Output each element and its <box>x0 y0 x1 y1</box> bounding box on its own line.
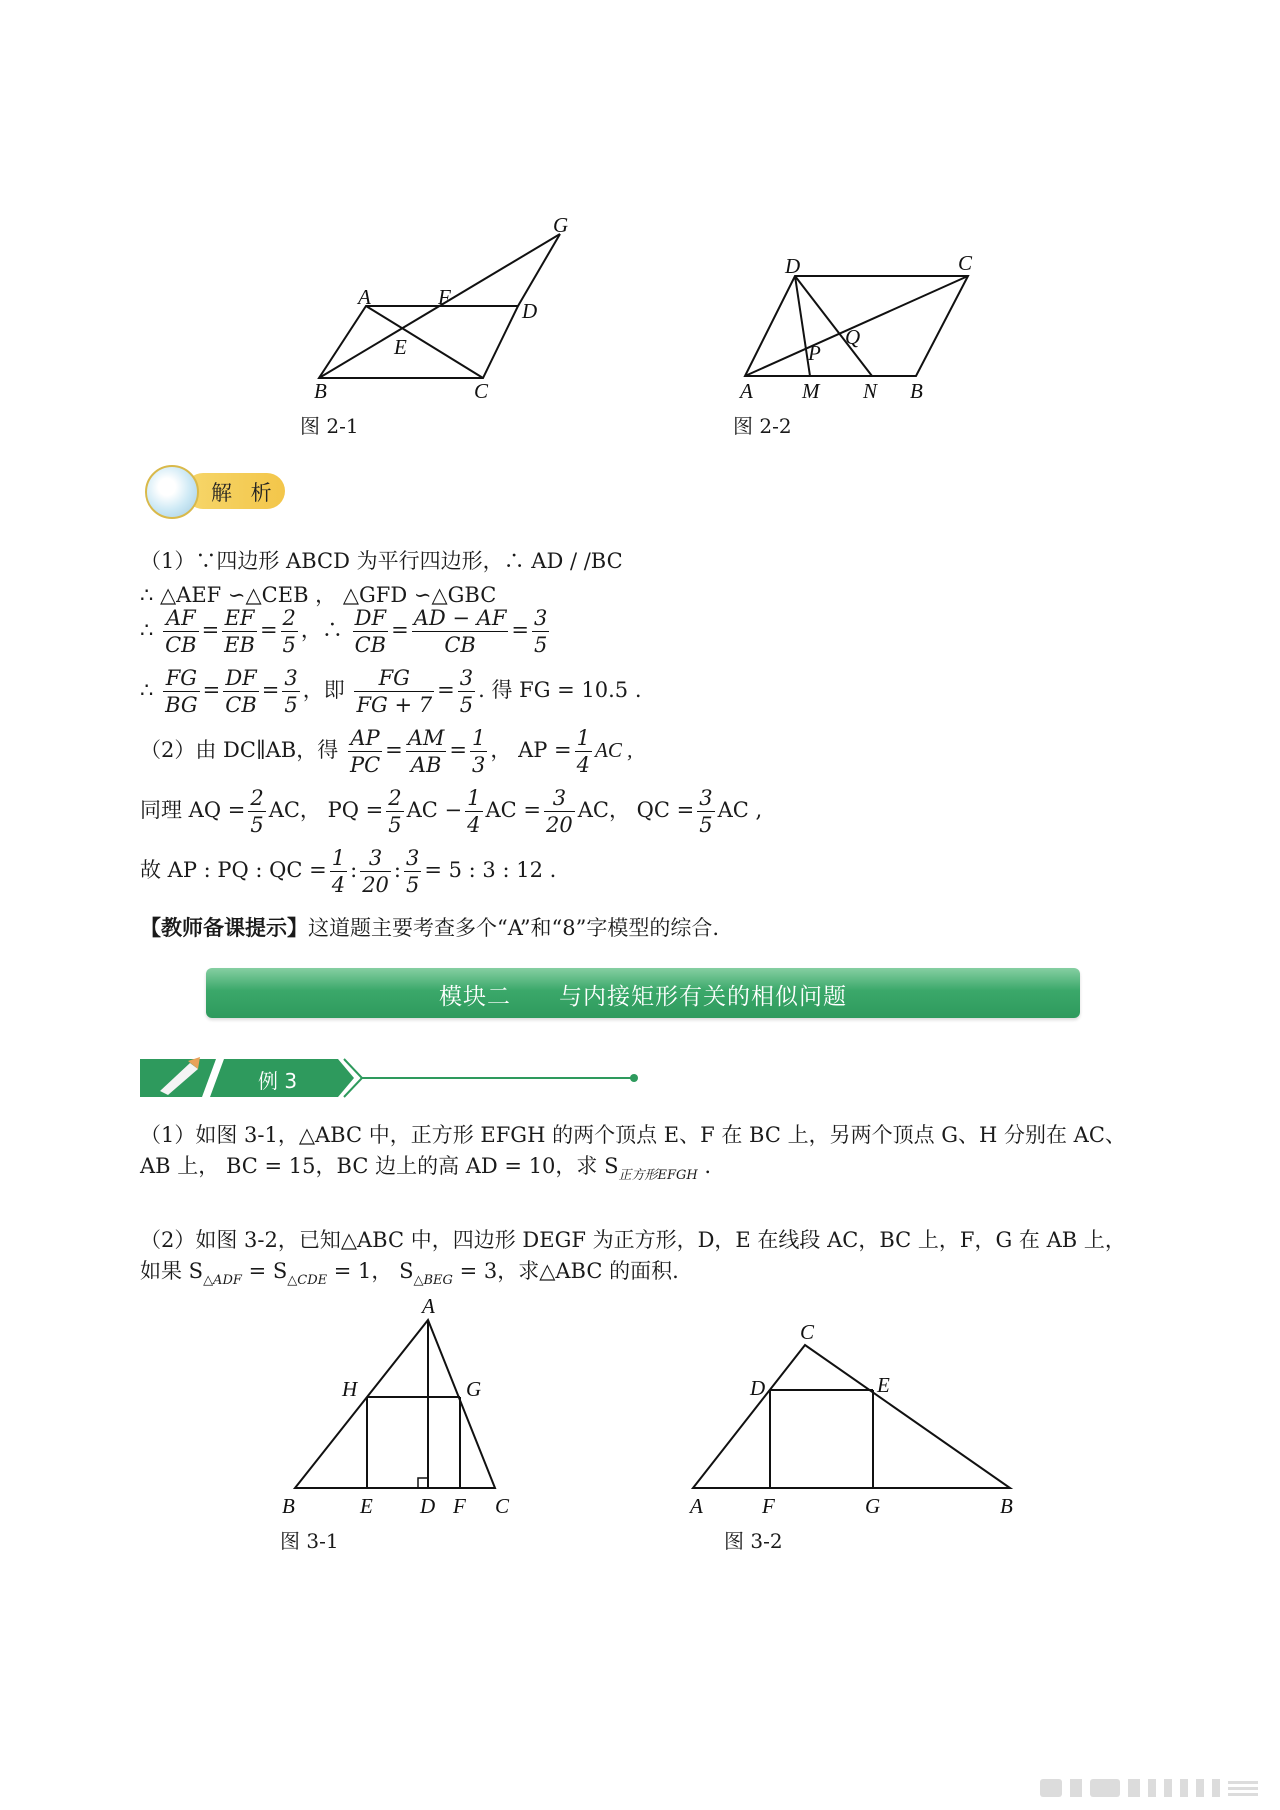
label-C: C <box>800 1320 815 1344</box>
label-Q: Q <box>845 325 861 349</box>
magnifier-icon <box>145 465 199 519</box>
figure-3-1 <box>270 1295 520 1525</box>
label-E: E <box>360 1494 373 1518</box>
example-tab-shape <box>140 1057 660 1099</box>
solution-line-3: ∴ $\frac{AF}{CB}$ = $\frac{EF}{EB}$ = $\frac{2}{5}$ ，∴ $\frac{DF}{CB}$ = $\frac{AD - AF}{CB}$ = $\frac{3}{5}$ <box>140 606 548 657</box>
teacher-note <box>140 913 719 943</box>
label-E: E <box>877 1373 890 1397</box>
caption-fig-2-2: 图 2-2 <box>733 414 792 438</box>
label-F: F <box>762 1494 775 1518</box>
label-C: C <box>474 379 489 403</box>
analysis-badge <box>145 465 290 513</box>
label-G: G <box>466 1377 482 1401</box>
label-D: D <box>420 1494 436 1518</box>
solution-line-4: ∴ $\frac{FG}{BG}$ = $\frac{DF}{CB}$ = $\frac{3}{5}$ ，即 $\frac{FG}{FG + 7}$ = $\frac{3}{5}$ . 得 FG = 10.5 . <box>140 666 642 717</box>
label-G: G <box>865 1494 881 1518</box>
figure-2-2 <box>730 250 1000 410</box>
label-A: A <box>422 1295 435 1318</box>
label-A: A <box>690 1494 703 1518</box>
problem-1-line-1: （1）如图 3-1，△ABC 中，正方形 EFGH 的两个顶点 E、F 在 BC 上，另两个顶点 G、H 分别在 AC、 <box>140 1123 1126 1147</box>
label-B: B <box>282 1494 295 1518</box>
caption-fig-3-2: 图 3-2 <box>724 1529 783 1553</box>
example-label: 例 3 <box>258 1069 298 1093</box>
figure-2-1-diagram <box>300 215 600 405</box>
solution-line-1: （1）∵四边形 ABCD 为平行四边形，∴ AD / /BC <box>140 549 623 573</box>
label-N: N <box>863 379 878 403</box>
caption-fig-3-1: 图 3-1 <box>280 1529 339 1553</box>
figure-3-1-diagram <box>270 1295 520 1525</box>
problem-1-line-2: AB 上， BC = 15，BC 边上的高 AD = 10，求 $S_{正方形EFGH}$ . <box>140 1154 712 1183</box>
figure-2-2-diagram <box>730 250 1000 410</box>
figure-3-2-diagram <box>680 1315 1020 1525</box>
caption-fig-2-1: 图 2-1 <box>300 414 359 438</box>
teacher-note-label: 【教师备课提示】 <box>140 916 308 940</box>
label-H: H <box>342 1377 358 1401</box>
label-G: G <box>553 215 569 237</box>
solution-line-6: 同理 AQ = $\frac{2}{5}$ AC， PQ = $\frac{2}{5}$ AC − $\frac{1}{4}$ AC = $\frac{3}{20}$ AC， QC = $\frac{3}{5}$ AC , <box>140 786 763 837</box>
label-B: B <box>910 379 923 403</box>
label-E: E <box>394 335 407 359</box>
analysis-badge-label: 解 析 <box>211 481 278 505</box>
label-D: D <box>785 254 801 278</box>
label-B: B <box>1000 1494 1013 1518</box>
label-A: A <box>740 379 753 403</box>
label-P: P <box>808 341 821 365</box>
label-C: C <box>495 1494 510 1518</box>
solution-line-2: ∴ △AEF ∽△CEB ， △GFD ∽△GBC <box>140 583 497 607</box>
watermark-bars <box>1040 1775 1270 1801</box>
label-B: B <box>314 379 327 403</box>
teacher-note-text: 这道题主要考查多个“A”和“8”字模型的综合. <box>308 916 720 940</box>
label-F: F <box>438 285 451 309</box>
module-banner <box>206 968 1080 1018</box>
solution-line-5: （2）由 DC∥AB，得 $\frac{AP}{PC}$ = $\frac{AM}{AB}$ = $\frac{1}{3}$ ， AP = $\frac{1}{4}$ AC , <box>140 726 633 777</box>
figure-3-2 <box>680 1315 1020 1525</box>
label-D: D <box>750 1376 766 1400</box>
label-A: A <box>358 285 371 309</box>
solution-line-7: 故 AP : PQ : QC = $\frac{1}{4}$ : $\frac{3}{20}$ : $\frac{3}{5}$ = 5 : 3 : 12 . <box>140 846 557 897</box>
watermark-icon <box>1040 1775 1270 1801</box>
problem-2-line-2: 如果 $S_{\triangle ADF} = S_{\triangle CDE} = 1$， $S_{\triangle BEG} = 3$，求△ABC 的面积. <box>140 1259 679 1288</box>
label-D: D <box>522 299 538 323</box>
label-M: M <box>802 379 820 403</box>
module-title: 模块二 与内接矩形有关的相似问题 <box>439 984 847 1010</box>
problem-2-line-1: （2）如图 3-2，已知△ABC 中，四边形 DEGF 为正方形，D，E 在线段 AC，BC 上，F，G 在 AB 上， <box>140 1228 1126 1252</box>
example-tab <box>140 1057 350 1099</box>
figure-2-1 <box>300 215 600 405</box>
label-F: F <box>453 1494 466 1518</box>
label-C: C <box>958 251 973 275</box>
